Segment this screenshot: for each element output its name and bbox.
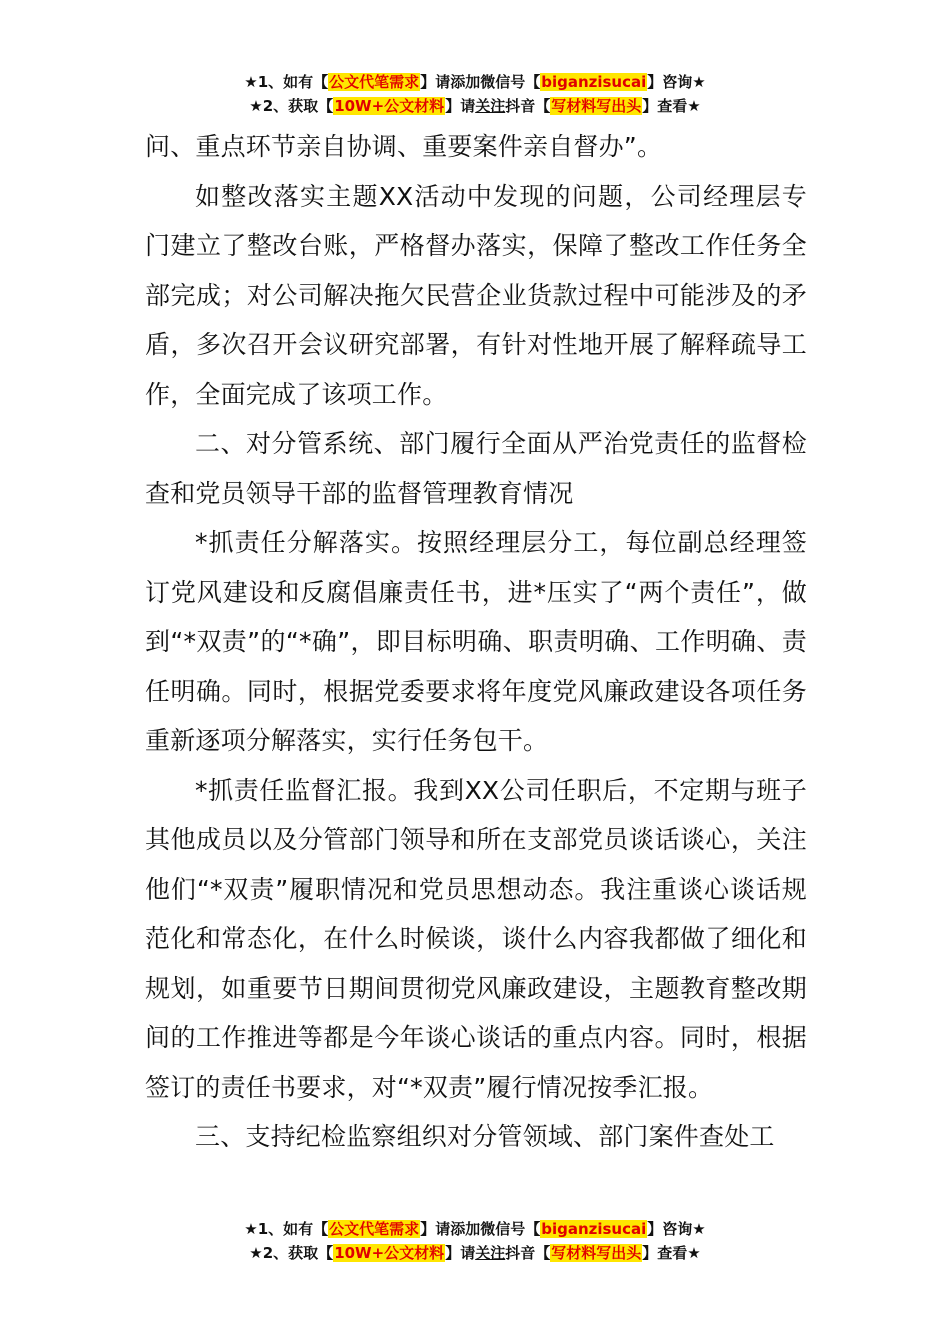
paragraph: 问、重点环节亲自协调、重要案件亲自督办”。 [145,132,663,161]
banner-text: ★2、获取【 [249,97,334,115]
highlight-materials: 10W+公文材料 [334,1244,445,1262]
banner-text: 】查看★ [642,97,701,115]
banner-text: 】查看★ [642,1244,701,1262]
footer-banner [0,1217,950,1265]
highlight-douyin-account: 写材料写出头 [551,1244,642,1262]
banner-text: 】咨询★ [647,73,706,91]
banner-text: 】请添加微信号【 [420,73,541,91]
banner-text: ★1、如有【 [244,1220,329,1238]
section-heading: 三、支持纪检监察组织对分管领域、部门案件查处工 [195,1122,775,1151]
paragraph: 如整改落实主题XX活动中发现的问题，公司经理层专门建立了整改台账，严格督办落实，保障了整改工作任务全部完成；对公司解决拖欠民营企业货款过程中可能涉及的矛盾，多次召开会议研究部署，有针对性地开展了解释疏导工作，全面完成了该项工作。 [145,181,807,409]
header-banner [0,70,950,118]
highlight-service: 公文代笔需求 [329,1220,420,1238]
banner-text: ★2、获取【 [249,1244,334,1262]
paragraph: *抓责任分解落实。按照经理层分工，每位副总经理签订党风建设和反腐倡廉责任书，进*压实了“两个责任”，做到“*双责”的“*确”，即目标明确、职责明确、工作明确、责任明确。同时，根据党委要求将年度党风廉政建设各项任务重新逐项分解落实，实行任务包干。 [145,528,807,755]
banner-text: 】咨询★ [647,1220,706,1238]
highlight-service: 公文代笔需求 [329,73,420,91]
banner-text: 】请 [445,97,476,115]
banner-text: ★1、如有【 [244,73,329,91]
highlight-wechat-id: biganzisucai [541,1220,647,1238]
banner-text: 抖音【 [505,97,551,115]
highlight-douyin-account: 写材料写出头 [551,97,642,115]
banner-underlined-text: 关注 [475,97,506,115]
banner-line-2 [0,1241,950,1265]
highlight-materials: 10W+公文材料 [334,97,445,115]
section-heading: 二、对分管系统、部门履行全面从严治党责任的监督检查和党员领导干部的监督管理教育情况 [145,429,807,508]
banner-line-2 [0,94,950,118]
document-body [145,122,807,1162]
banner-line-1 [0,1217,950,1241]
banner-line-1 [0,70,950,94]
banner-text: 抖音【 [505,1244,551,1262]
banner-text: 】请添加微信号【 [420,1220,541,1238]
highlight-wechat-id: biganzisucai [541,73,647,91]
banner-underlined-text: 关注 [475,1244,506,1262]
paragraph: *抓责任监督汇报。我到XX公司任职后，不定期与班子其他成员以及分管部门领导和所在支部党员谈话谈心，关注他们“*双责”履职情况和党员思想动态。我注重谈心谈话规范化和常态化，在什么时候谈，谈什么内容我都做了细化和规划，如重要节日期间贯彻党风廉政建设，主题教育整改期间的工作推进等都是今年谈心谈话的重点内容。同时，根据签订的责任书要求，对“*双责”履行情况按季汇报。 [145,775,807,1102]
banner-text: 】请 [445,1244,476,1262]
